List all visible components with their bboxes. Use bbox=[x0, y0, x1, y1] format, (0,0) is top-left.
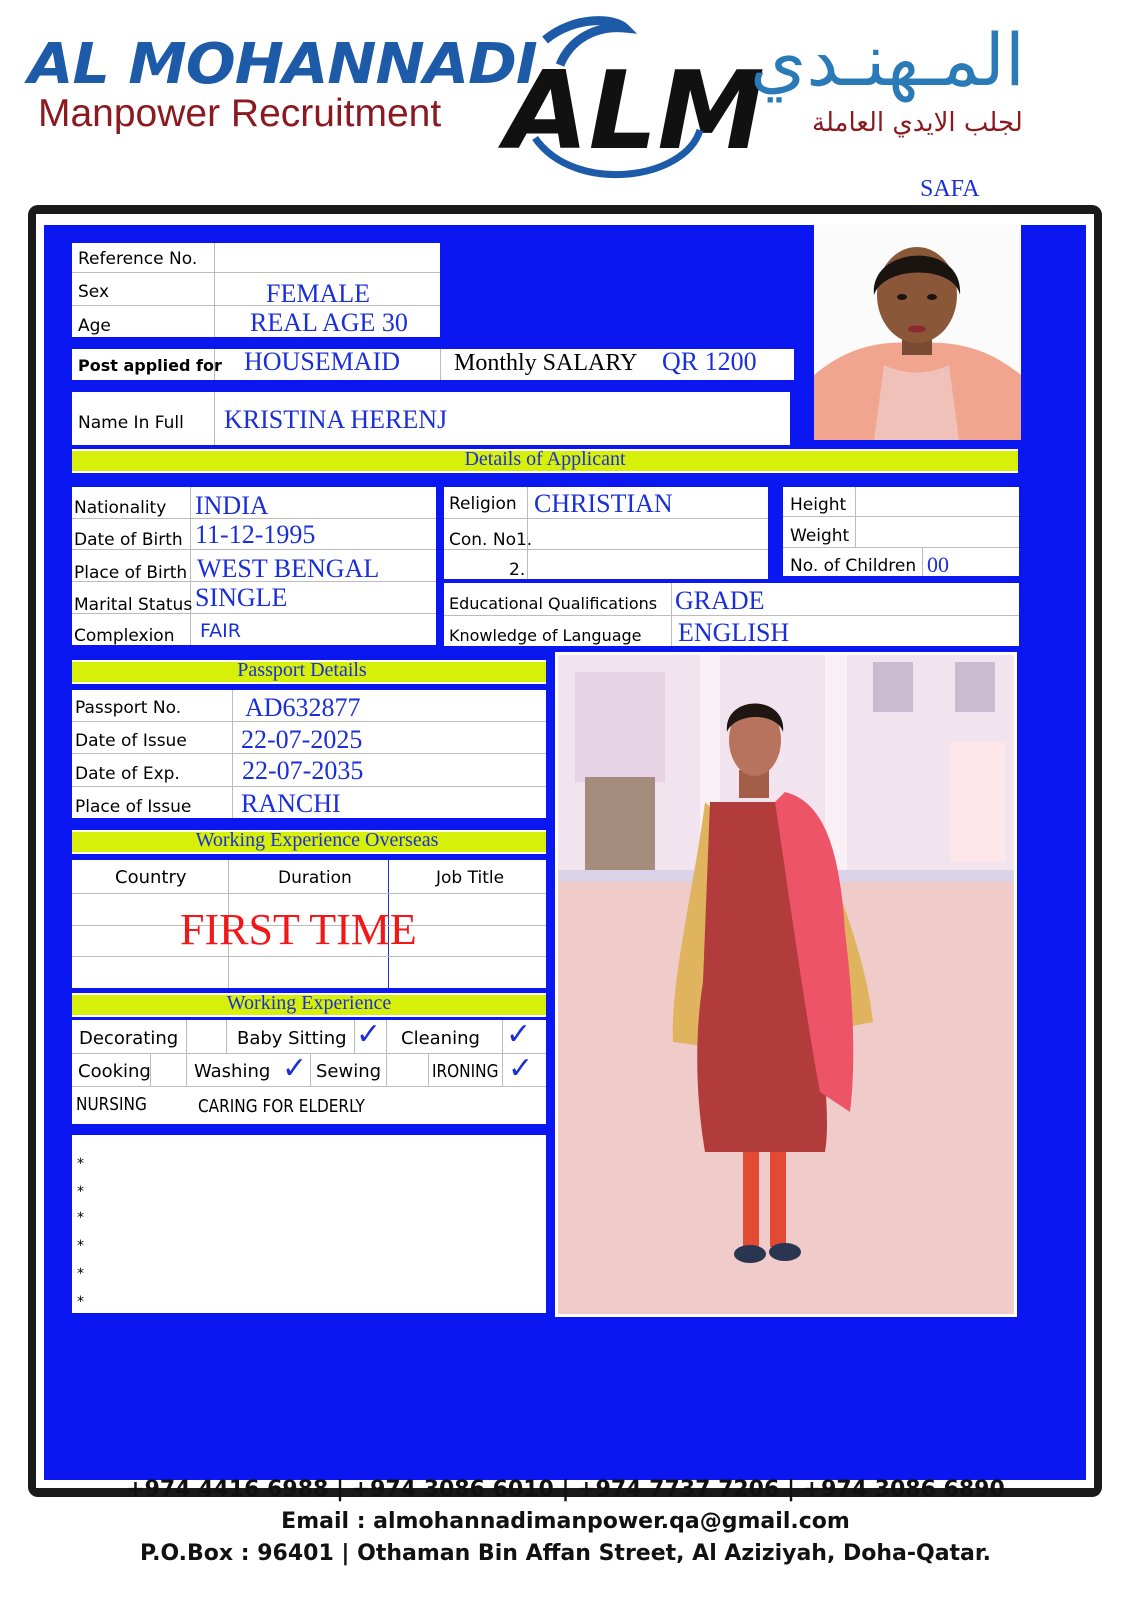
height-label: Height bbox=[790, 495, 847, 515]
salary-value: QR 1200 bbox=[662, 347, 757, 376]
alm-logo bbox=[505, 20, 765, 185]
ironing-check-icon: ✓ bbox=[508, 1051, 534, 1086]
post-value: HOUSEMAID bbox=[244, 347, 400, 376]
footer-email: Email : almohannadimanpower.qa@gmail.com bbox=[281, 1509, 850, 1534]
name-label: Name In Full bbox=[78, 413, 184, 433]
children-label: No. of Children bbox=[790, 556, 917, 576]
passport-exp-label: Date of Exp. bbox=[75, 764, 180, 784]
overseas-col-job: Job Title bbox=[436, 868, 505, 888]
details-section-title: Details of Applicant bbox=[464, 448, 626, 470]
notes-box bbox=[72, 1135, 546, 1313]
religion-label: Religion bbox=[449, 494, 517, 514]
language-label: Knowledge of Language bbox=[449, 626, 642, 645]
pob-value: WEST BENGAL bbox=[197, 554, 380, 583]
language-value: ENGLISH bbox=[678, 618, 790, 647]
overseas-col-duration: Duration bbox=[278, 868, 352, 888]
contact-1-label: Con. No1. bbox=[449, 530, 533, 550]
marital-label: Marital Status bbox=[74, 595, 193, 615]
dob-value: 11-12-1995 bbox=[195, 520, 316, 549]
nationality-label: Nationality bbox=[74, 498, 167, 518]
post-label: Post applied for bbox=[78, 356, 222, 375]
skill-sewing: Sewing bbox=[316, 1061, 382, 1082]
complexion-label: Complexion bbox=[74, 626, 175, 646]
agent-name: SAFA bbox=[920, 176, 980, 202]
age-value: REAL AGE 30 bbox=[250, 308, 408, 337]
marital-value: SINGLE bbox=[195, 583, 288, 612]
baby-sitting-check-icon: ✓ bbox=[356, 1017, 382, 1052]
footer-phones: +974 4416 6988 | +974 3086 6010 | +974 7737 7206 | +974 3086 6890 bbox=[126, 1477, 1005, 1502]
experience-section-title: Working Experience bbox=[226, 992, 392, 1014]
brand-name-english: AL MOHANNADI bbox=[28, 32, 537, 97]
note-bullet: * bbox=[77, 1238, 84, 1254]
portrait-photo bbox=[814, 225, 1021, 440]
name-value: KRISTINA HERENJ bbox=[224, 405, 448, 434]
contact-2-label: 2. bbox=[509, 560, 526, 580]
brand-subtitle: Manpower Recruitment bbox=[38, 92, 442, 135]
skill-baby-sitting: Baby Sitting bbox=[237, 1028, 347, 1049]
salary-label: Monthly SALARY bbox=[454, 350, 638, 376]
religion-value: CHRISTIAN bbox=[534, 489, 673, 518]
sex-value: FEMALE bbox=[266, 279, 370, 308]
passport-issue-label: Date of Issue bbox=[75, 731, 187, 751]
skill-decorating: Decorating bbox=[79, 1028, 179, 1049]
passport-number-label: Passport No. bbox=[75, 698, 182, 718]
brand-name-arabic: المـهنـدي bbox=[750, 18, 1025, 102]
weight-label: Weight bbox=[790, 526, 850, 546]
first-time-stamp: FIRST TIME bbox=[180, 905, 417, 954]
passport-issue-value: 22-07-2025 bbox=[241, 725, 363, 754]
note-bullet: * bbox=[77, 1184, 84, 1200]
dob-label: Date of Birth bbox=[74, 530, 183, 550]
education-value: GRADE bbox=[675, 586, 765, 615]
children-value: 00 bbox=[927, 552, 949, 577]
passport-place-value: RANCHI bbox=[241, 789, 341, 818]
overseas-section-title: Working Experience Overseas bbox=[195, 829, 439, 851]
skill-ironing: IRONING bbox=[432, 1061, 499, 1082]
skill-cooking: Cooking bbox=[78, 1061, 151, 1082]
skill-cleaning: Cleaning bbox=[401, 1028, 480, 1049]
note-bullet: * bbox=[77, 1294, 84, 1310]
note-bullet: * bbox=[77, 1210, 84, 1226]
skill-nursing: NURSING bbox=[76, 1094, 147, 1115]
skill-caring-elderly: CARING FOR ELDERLY bbox=[198, 1096, 365, 1117]
passport-place-label: Place of Issue bbox=[75, 797, 192, 817]
passport-exp-value: 22-07-2035 bbox=[242, 756, 364, 785]
sex-label: Sex bbox=[78, 282, 110, 302]
complexion-value: FAIR bbox=[200, 620, 241, 642]
age-label: Age bbox=[78, 316, 111, 336]
note-bullet: * bbox=[77, 1266, 84, 1282]
cleaning-check-icon: ✓ bbox=[506, 1017, 532, 1052]
passport-number-value: AD632877 bbox=[245, 693, 361, 722]
brand-subtitle-arabic: لجلب الايدي العاملة bbox=[812, 108, 1023, 138]
overseas-col-country: Country bbox=[115, 867, 187, 888]
pob-label: Place of Birth bbox=[74, 563, 188, 583]
note-bullet: * bbox=[77, 1156, 84, 1172]
full-length-photo bbox=[555, 652, 1017, 1317]
washing-check-icon: ✓ bbox=[282, 1051, 308, 1086]
reference-label: Reference No. bbox=[78, 249, 198, 269]
nationality-value: INDIA bbox=[195, 491, 269, 520]
education-label: Educational Qualifications bbox=[449, 594, 658, 613]
logo-text: ALM bbox=[505, 49, 765, 174]
footer-address: P.O.Box : 96401 | Othaman Bin Affan Street, Al Aziziyah, Doha-Qatar. bbox=[140, 1541, 991, 1566]
skill-washing: Washing bbox=[194, 1061, 271, 1082]
passport-section-title: Passport Details bbox=[237, 659, 367, 681]
